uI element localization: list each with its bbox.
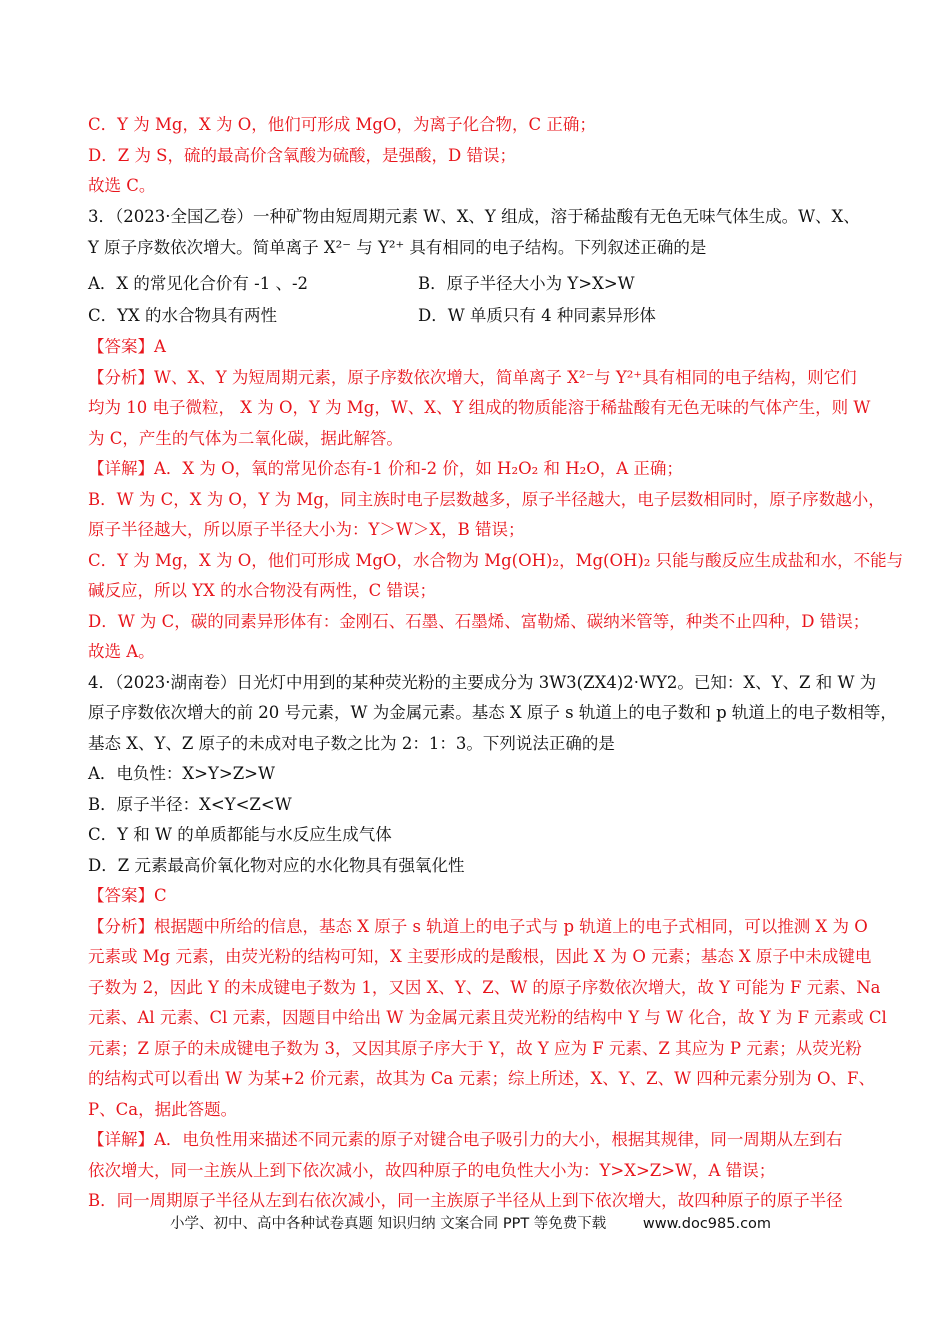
question-3-stem: 3．（2023·全国乙卷）一种矿物由短周期元素 W、X、Y 组成，溶于稀盐酸有无色无味气体生成。W、X、: [88, 207, 860, 226]
analysis-text: 为 C，产生的气体为二氧化碳，据此解答。: [88, 429, 403, 448]
detail-text: B．同一周期原子半径从左到右依次减小，同一主族原子半径从上到下依次增大，故四种原子的原子半径: [88, 1191, 843, 1210]
detail-text: C．Y 为 Mg，X 为 O，他们可形成 MgO，水合物为 Mg(OH)₂，Mg(OH)₂ 只能与酸反应生成盐和水，不能与: [88, 551, 904, 570]
page-footer: [170, 1212, 771, 1233]
detail-text: 【详解】A．X 为 O，氧的常见价态有-1 价和-2 价，如 H₂O₂ 和 H₂O，A 正确；: [88, 459, 683, 478]
analysis-text: 元素或 Mg 元素，由荧光粉的结构可知，X 主要形成的是酸根，因此 X 为 O 元素；基态 X 原子中未成键电: [88, 947, 872, 966]
question-3-stem: Y 原子序数依次增大。简单离子 X²⁻ 与 Y²⁺ 具有相同的电子结构。下列叙述正确的是: [88, 238, 707, 257]
detail-text: 依次增大，同一主族从上到下依次减小，故四种原子的电负性大小为：Y>X>Z>W，A 错误；: [88, 1161, 776, 1180]
question-4-stem: 基态 X、Y、Z 原子的未成对电子数之比为 2：1：3。下列说法正确的是: [88, 734, 615, 753]
choice-a: A．X 的常见化合价有 -1 、-2: [88, 274, 309, 293]
analysis-text: 子数为 2，因此 Y 的未成键电子数为 1，又因 X、Y、Z、W 的原子序数依次增大，故 Y 可能为 F 元素、Na: [88, 978, 881, 997]
detail-text: 故选 A。: [88, 642, 155, 661]
choice-d: D．W 单质只有 4 种同素异形体: [418, 306, 656, 325]
analysis-text: 【分析】W、X、Y 为短周期元素，原子序数依次增大，简单离子 X²⁻与 Y²⁺具有相同的电子结构，则它们: [88, 368, 857, 387]
detail-text: D．W 为 C，碳的同素异形体有：金刚石、石墨、石墨烯、富勒烯、碳纳米管等，种类不止四种，D 错误；: [88, 612, 870, 631]
choice-b: B．原子半径大小为 Y>X>W: [418, 274, 635, 293]
choice-b: B．原子半径：X<Y<Z<W: [88, 795, 292, 814]
answer-label: 【答案】A: [88, 337, 166, 356]
detail-text: 【详解】A．电负性用来描述不同元素的原子对键合电子吸引力的大小，根据其规律，同一周期从左到右: [88, 1130, 843, 1149]
question-4-stem: 原子序数依次增大的前 20 号元素，W 为金属元素。基态 X 原子 s 轨道上的电子数和 p 轨道上的电子数相等，: [88, 703, 897, 722]
text-line: D．Z 为 S，硫的最高价含氧酸为硫酸，是强酸，D 错误；: [88, 146, 516, 165]
analysis-text: 均为 10 电子微粒， X 为 O，Y 为 Mg，W、X、Y 组成的物质能溶于稀盐酸有无色无味的气体产生，则 W: [88, 398, 871, 417]
choice-d: D．Z 元素最高价氧化物对应的水化物具有强氧化性: [88, 856, 465, 875]
choice-a: A．电负性：X>Y>Z>W: [88, 764, 275, 783]
analysis-text: 的结构式可以看出 W 为某+2 价元素，故其为 Ca 元素；综上所述，X、Y、Z、W 四种元素分别为 O、F、: [88, 1069, 875, 1088]
analysis-text: 元素、Al 元素、Cl 元素，因题目中给出 W 为金属元素且荧光粉的结构中 Y 与 W 化合，故 Y 为 F 元素或 Cl: [88, 1008, 887, 1027]
analysis-text: 元素；Z 原子的未成键电子数为 3，又因其原子序大于 Y，故 Y 应为 F 元素、Z 其应为 P 元素；从荧光粉: [88, 1039, 862, 1058]
choice-c: C．Y 和 W 的单质都能与水反应生成气体: [88, 825, 392, 844]
detail-text: 碱反应，所以 YX 的水合物没有两性，C 错误；: [88, 581, 436, 600]
footer-text: 小学、初中、高中各种试卷真题 知识归纳 文案合同 PPT 等免费下载: [170, 1216, 607, 1232]
question-4-stem: 4．（2023·湖南卷）日光灯中用到的某种荧光粉的主要成分为 3W3(ZX4)2·WY2。已知：X、Y、Z 和 W 为: [88, 673, 877, 692]
answer-label: 【答案】C: [88, 886, 167, 905]
analysis-text: P、Ca，据此答题。: [88, 1100, 238, 1119]
analysis-text: 【分析】根据题中所给的信息，基态 X 原子 s 轨道上的电子式与 p 轨道上的电子式相同，可以推测 X 为 O: [88, 917, 868, 936]
text-line: C．Y 为 Mg，X 为 O，他们可形成 MgO，为离子化合物，C 正确；: [88, 115, 596, 134]
text-line: 故选 C。: [88, 176, 156, 195]
detail-text: B．W 为 C，X 为 O，Y 为 Mg，同主族时电子层数越多，原子半径越大，电子层数相同时，原子序数越小，: [88, 490, 885, 509]
footer-site-link[interactable]: www.doc985.com: [642, 1216, 772, 1232]
choice-c: C．YX 的水合物具有两性: [88, 306, 278, 325]
detail-text: 原子半径越大，所以原子半径大小为：Y＞W＞X，B 错误；: [88, 520, 525, 539]
